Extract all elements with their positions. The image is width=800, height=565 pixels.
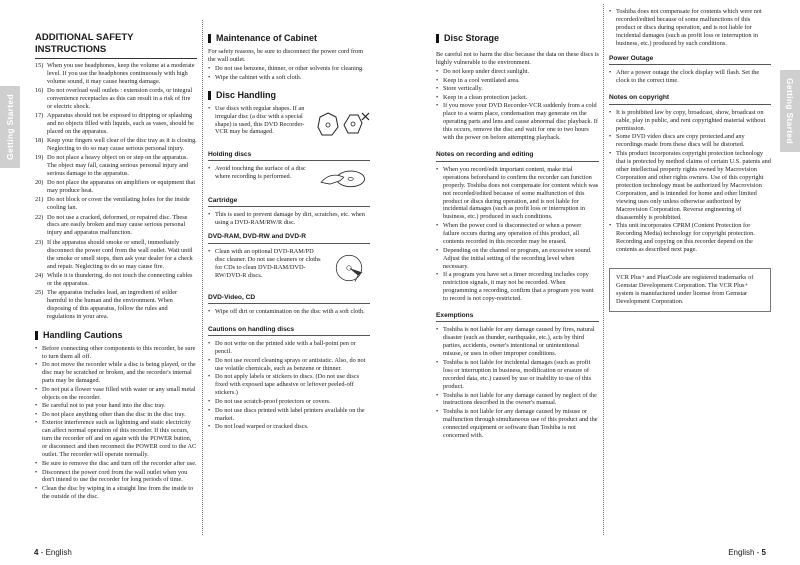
trademark-note-box bbox=[609, 268, 771, 312]
safety-item-text: Do not place the apparatus on amplifiers or equipment that may produce heat. bbox=[47, 179, 196, 195]
handling-list bbox=[35, 345, 197, 501]
list-item: • Keep in a cool ventilated area. bbox=[436, 77, 599, 85]
list-item: • Store vertically. bbox=[436, 85, 599, 93]
list-item: • Be careful not to put your hand into the disc tray. bbox=[35, 402, 197, 410]
middle-right-column bbox=[436, 34, 599, 441]
safety-item-number: 15) bbox=[35, 62, 44, 70]
disc-cleaning-icon bbox=[328, 248, 370, 288]
list-item: • If you move your DVD Recorder-VCR suddenly from a cold place to a warm place, condensation may generate on the operating parts and lens and cause abnormal disc playback. If this occurs, remove the disc and wait for one to two hours with the power on before attempting playback. bbox=[436, 102, 599, 142]
safety-item-text: Apparatus should not be exposed to dripping or splashing and no objects filled with liquids, such as vases, should be placed on the apparatus. bbox=[47, 112, 194, 136]
list-item: • Toshiba does not compensate for contents which were not recorded/edited because of some malfunctions of this product or discs during operation, and is not liable for incidental damages (such as profit loss or interruption in business, etc.) produced by such conditions. bbox=[609, 8, 771, 48]
notes-recording-list bbox=[436, 166, 599, 304]
list-item: • Wipe off dirt or contamination on the disc with a soft cloth. bbox=[208, 308, 370, 316]
holding-row bbox=[208, 165, 370, 191]
safety-item-number: 19) bbox=[35, 154, 44, 162]
cautions-list bbox=[208, 340, 370, 431]
list-item: • Do not put a flower vase filled with water or any small metal objects on the recorder. bbox=[35, 386, 197, 402]
safety-item bbox=[35, 112, 197, 136]
subsection-title-notes-recording: Notes on recording and editing bbox=[436, 151, 599, 161]
dvd-ram-row bbox=[208, 248, 370, 288]
page-number-left bbox=[34, 548, 72, 557]
safety-item-number: 25) bbox=[35, 288, 44, 296]
list-item: • Clean the disc by wiping in a straight line from the inside to the outside of the disc. bbox=[35, 485, 197, 501]
compensation-list bbox=[609, 8, 771, 48]
copyright-list bbox=[609, 109, 771, 255]
subsection-title-dvd-video: DVD-Video, CD bbox=[208, 294, 370, 304]
list-item: • Clean with an optional DVD-RAM/PD disc cleaner. Do not use cleaners or cloths for CDs to clean DVD-RAM/DVD-RW/DVD-R discs. bbox=[208, 248, 324, 280]
power-outage-list bbox=[609, 69, 771, 85]
list-item: • After a power outage the clock display will flash. Set the clock to the correct time. bbox=[609, 69, 771, 85]
list-item: • Wipe the cabinet with a soft cloth. bbox=[208, 74, 370, 82]
list-item: • Do not move the recorder while a disc is being played, or the disc may be scratched or broken, and the recorder's internal parts may be damaged. bbox=[35, 361, 197, 385]
section-title-handling-cautions: Handling Cautions bbox=[35, 331, 197, 340]
side-tab-label: Getting Started bbox=[5, 94, 15, 160]
safety-item bbox=[35, 272, 197, 288]
disc-handling-row bbox=[208, 105, 370, 145]
dvd-video-list bbox=[208, 308, 370, 316]
safety-item-text: The apparatus includes lead, an ingredient of solder harmful to the human and the environment. When disposing of this apparatus, follow the rules and regulations in your area. bbox=[47, 288, 178, 320]
list-item: • Toshiba is not liable for any damage caused by misuse or malfunction through simultaneous use of this product and the connected equipment or software than Toshiba is not concerned with. bbox=[436, 408, 599, 440]
safety-item-text: Do not use a cracked, deformed, or repaired disc. These discs are easily broken and may cause serious personal injury and apparatus malfunction. bbox=[47, 213, 188, 237]
storage-list bbox=[436, 68, 599, 142]
safety-item-number: 20) bbox=[35, 179, 44, 187]
list-item: • Toshiba is not liable for any damage caused by fires, natural disaster (such as thunder, earthquake, etc.), acts by third parties, accidents, owner's intentional or unintentional misuse, or uses in other improper conditions. bbox=[436, 326, 599, 358]
safety-item bbox=[35, 137, 197, 153]
side-tab-right bbox=[780, 70, 800, 152]
list-item: • When you record/edit important content, make trial operations beforehand to confirm the recorder can function properly. Toshiba does not compensate for content which was not recorded/edited because of some malfunction of this product or discs during operation, and is not liable for incidental damages (such as profit loss or interruption in business, etc.) produced in such conditions. bbox=[436, 166, 599, 222]
list-item: • This is used to prevent damage by dirt, scratches, etc. when using a DVD-RAM/RW/R disc. bbox=[208, 211, 370, 227]
safety-item-text: While it is thundering, do not touch the connecting cables or the apparatus. bbox=[47, 271, 193, 287]
safety-item bbox=[35, 214, 197, 238]
column-divider bbox=[603, 4, 604, 535]
safety-item bbox=[35, 289, 197, 321]
maintenance-text: For safety reasons, be sure to disconnect the power cord from the wall outlet. bbox=[208, 48, 364, 63]
safety-item-text: Keep your fingers well clear of the disc tray as it is closing. Neglecting to do so may cause serious personal injury. bbox=[47, 137, 197, 153]
list-item: • Disconnect the power cord from the wall outlet when you don't intend to use the recorder for long periods of time. bbox=[35, 469, 197, 485]
holding-list bbox=[208, 165, 310, 182]
exemptions-list bbox=[436, 326, 599, 440]
list-item: • Before connecting other components to this recorder, be sure to turn them all off. bbox=[35, 345, 197, 361]
safety-list bbox=[35, 62, 197, 320]
subsection-title-exemptions: Exemptions bbox=[436, 312, 599, 322]
page-number-right bbox=[728, 548, 766, 557]
disc-handling-list bbox=[208, 105, 310, 138]
irregular-disc-icon bbox=[314, 105, 370, 145]
cartridge-list bbox=[208, 211, 370, 227]
list-item: • Do not apply labels or stickers to discs. (Do not use discs fixed with exposed tape adhesive or leftover peeled-off stickers.) bbox=[208, 373, 370, 397]
list-item: • This product incorporates copyright protection technology that is protected by method claims of certain U.S. patents and other intellectual property rights owned by Macrovision Corporation and other rights owners. Use of this copyright protection technology must be authorized by Macrovision Corporation, and is intended for home and other limited viewing uses only unless otherwise authorized by Macrovision Corporation. Reverse engineering of disassembly is prohibited. bbox=[609, 150, 771, 222]
hand-holding-disc-icon bbox=[314, 165, 370, 191]
safety-item bbox=[35, 179, 197, 195]
list-item: • Do not keep under direct sunlight. bbox=[436, 68, 599, 76]
safety-item bbox=[35, 154, 197, 178]
side-tab-label: Getting Started bbox=[785, 78, 795, 144]
page-title: ADDITIONAL SAFETY INSTRUCTIONS bbox=[35, 32, 197, 59]
list-item: • Some DVD video discs are copy protected.and any recordings made from these discs will be distorted. bbox=[609, 133, 771, 149]
trademark-note-text: VCR Plus+ and PlusCode are registered trademarks of Gemstar Development Corporation. The VCR Plus+ system is manufactured under license from Gemstar Development Corporation. bbox=[616, 274, 754, 306]
safety-item-number: 21) bbox=[35, 196, 44, 204]
right-column bbox=[609, 8, 771, 312]
safety-item-number: 18) bbox=[35, 137, 44, 145]
list-item: • If a program you have set a timer recording includes copy restriction signals, it may not be recorded. When programming a recording, confirm that a program you want to record is not copy-restricted. bbox=[436, 271, 599, 303]
subsection-title-power-outage: Power Outage bbox=[609, 55, 771, 65]
safety-item bbox=[35, 196, 197, 212]
list-item: • Be sure to remove the disc and turn off the recorder after use. bbox=[35, 460, 197, 468]
side-tab-left bbox=[0, 86, 20, 168]
subsection-title-cautions: Cautions on handling discs bbox=[208, 326, 370, 336]
list-item: • Toshiba is not liable for incidental damages (such as profit loss or interruption in business, modification or erasure of recorded data, etc.) caused by use or inability to use of this product. bbox=[436, 359, 599, 391]
safety-item bbox=[35, 239, 197, 271]
subsection-title-dvd-ram: DVD-RAM, DVD-RW and DVD-R bbox=[208, 233, 370, 243]
list-item: • Do not use benzene, thinner, or other solvents for cleaning. bbox=[208, 65, 370, 73]
safety-item-number: 24) bbox=[35, 271, 44, 279]
middle-left-column bbox=[208, 34, 370, 432]
list-item: • This unit incorporates CPRM (Content Protection for Recording Media) technology for copyright protection. Recording and copying on this recorder depend on the contents as described next page. bbox=[609, 222, 771, 254]
list-item: • When the power cord is disconnected or when a power failure occurs during any operation of this product, all contents recorded in this recorder may be erased. bbox=[436, 222, 599, 246]
safety-item-text: When you use headphones, keep the volume at a moderate level. If you use the headphones continuously with high volume sound, it may cause hearing damage. bbox=[47, 62, 195, 86]
list-item: • Do not use discs printed with label printers available on the market. bbox=[208, 407, 370, 423]
safety-item-number: 16) bbox=[35, 87, 44, 95]
section-title-maintenance: Maintenance of Cabinet bbox=[208, 34, 370, 43]
list-item: • Keep in a clean protection jacket. bbox=[436, 94, 599, 102]
page-language: - English bbox=[38, 548, 72, 557]
storage-text: Be careful not to harm the disc because the data on these discs is highly vulnerable to the environment. bbox=[436, 51, 599, 66]
list-item: • Do not write on the printed side with a ball-point pen or pencil. bbox=[208, 340, 370, 356]
safety-item-text: Do not place a heavy object on or step on the apparatus. The object may fall, causing serious personal injury and serious damage to the apparatus. bbox=[47, 154, 189, 178]
list-item: • Do not use scratch-proof protectors or covers. bbox=[208, 398, 370, 406]
subsection-title-holding-discs: Holding discs bbox=[208, 151, 370, 161]
list-item: • Avoid touching the surface of a disc where recording is performed. bbox=[208, 165, 310, 181]
safety-item bbox=[35, 62, 197, 86]
subsection-title-cartridge: Cartridge bbox=[208, 197, 370, 207]
list-item: • Toshiba is not liable for any damage caused by neglect of the instructions described in the owner's manual. bbox=[436, 392, 599, 408]
list-item: • Do not use record cleaning sprays or antistatic. Also, do not use volatile chemicals, such as benzene or thinner. bbox=[208, 357, 370, 373]
list-item: • Use discs with regular shapes. If an irregular disc (a disc with a special shape) is used, this DVD Recorder-VCR may be damaged. bbox=[208, 105, 310, 137]
safety-item-number: 23) bbox=[35, 238, 44, 246]
safety-item-text: Do not block or cover the ventilating holes for the inside cooling fan. bbox=[47, 196, 190, 212]
left-column bbox=[35, 32, 197, 502]
list-item: • Do not place anything other than the disc in the disc tray. bbox=[35, 411, 197, 419]
page-language: English - bbox=[728, 548, 762, 557]
section-title-disc-handling: Disc Handling bbox=[208, 91, 370, 100]
subsection-title-copyright: Notes on copyright bbox=[609, 94, 771, 104]
safety-item-number: 17) bbox=[35, 112, 44, 120]
list-item: • It is prohibited law by copy, broadcast, show, broadcast on cable, play in public, and rent copyrighted material without permission. bbox=[609, 109, 771, 133]
section-title-disc-storage: Disc Storage bbox=[436, 34, 599, 43]
safety-item-number: 22) bbox=[35, 213, 44, 221]
page-number: 5 bbox=[761, 548, 766, 557]
safety-item-text: Do not overload wall outlets : extension cords, or integral convenience receptacles as this can result in a risk of fire or electric shock. bbox=[47, 87, 193, 111]
page-number: 4 bbox=[34, 548, 39, 557]
column-divider bbox=[202, 20, 203, 535]
list-item: • Do not load warped or cracked discs. bbox=[208, 423, 370, 431]
list-item: • Exterior interference such as lightning and static electricity can affect normal operation of this recorder. If this occurs, turn the recorder off and on again with the POWER button, or disconnect and then reconnect the POWER cord to the AC outlet. The recorder will operate normally. bbox=[35, 419, 197, 459]
safety-item-text: If the apparatus should smoke or smell, immediately disconnect the power cord from the wall outlet. Wait until the smoke or smell stops, then ask your dealer for a check and repair. Neglecting to do so may cause fire. bbox=[47, 238, 193, 270]
safety-item bbox=[35, 87, 197, 111]
list-item: • Depending on the channel or program, an excessive sound. Adjust the initial setting of the recording level when necessary. bbox=[436, 247, 599, 271]
maintenance-list bbox=[208, 65, 370, 82]
dvd-ram-list bbox=[208, 248, 324, 281]
